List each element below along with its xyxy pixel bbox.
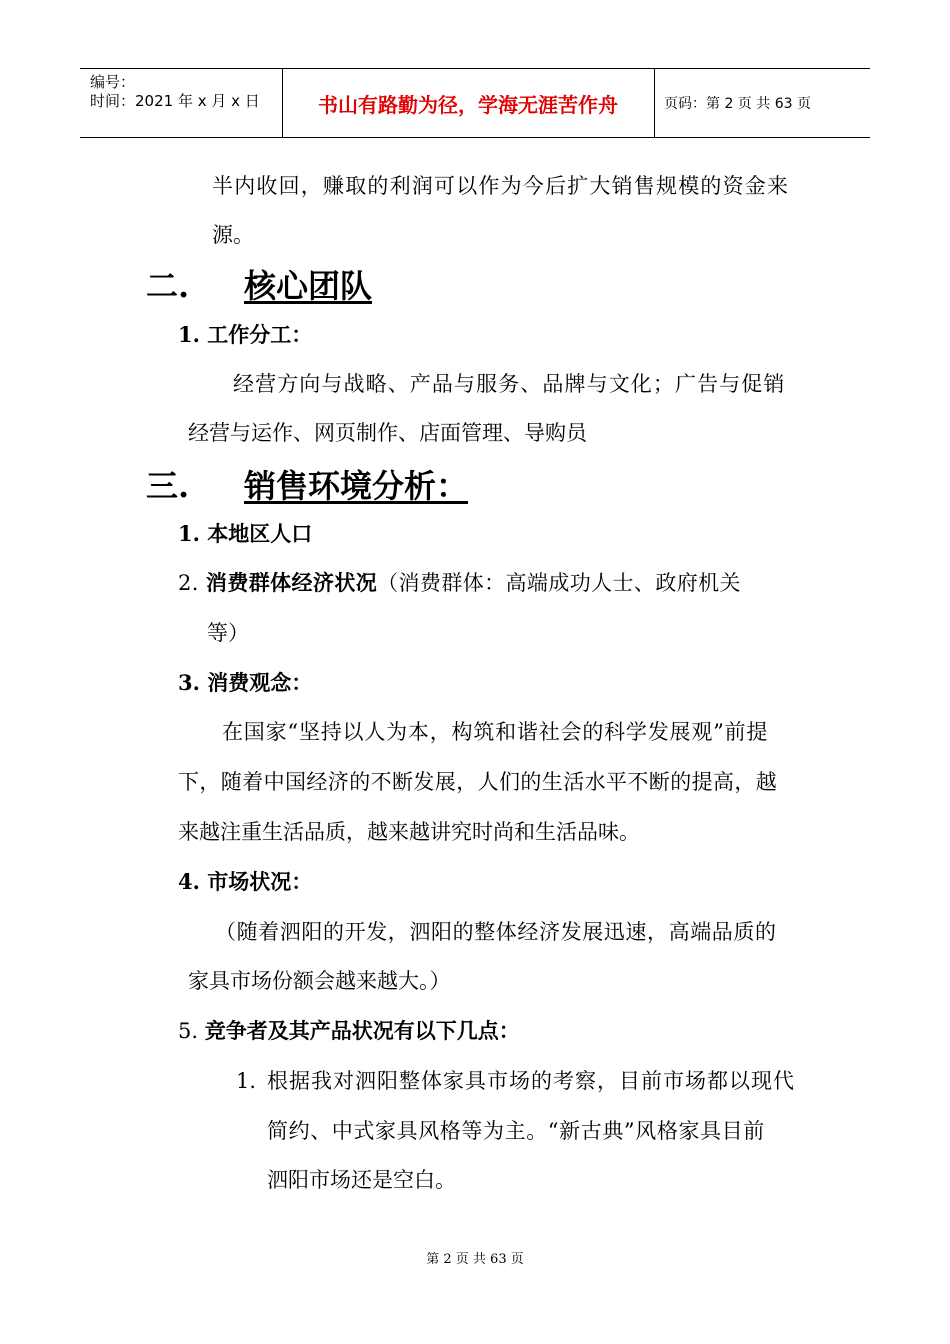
header-motto: 书山有路勤为径，学海无涯苦作舟 [318, 92, 618, 117]
sub-list-number: 1. [236, 1069, 257, 1093]
header-page-info: 页码：第 2 页 共 63 页 [664, 96, 811, 112]
list-item-text: （消费群体：高端成功人士、政府机关 [377, 571, 741, 595]
paragraph-line: 家具市场份额会越来越大。） [188, 969, 451, 993]
document-header [80, 68, 870, 138]
paragraph-line: 经营与运作、网页制作、店面管理、导购员 [188, 421, 587, 445]
paragraph-line: （随着泗阳的开发，泗阳的整体经济发展迅速，高端品质的 [215, 920, 777, 944]
list-number: 5. [178, 1019, 199, 1043]
header-divider [654, 69, 655, 137]
list-item-bold: 消费群体经济状况 [205, 570, 378, 595]
list-item [178, 569, 741, 597]
list-number: 2. [178, 571, 199, 595]
section-title-text: 核心团队 [244, 267, 373, 305]
list-item: 1. 工作分工： [178, 322, 313, 347]
page-footer: 第 2 页 共 63 页 [426, 1252, 524, 1267]
header-number-label: 编号： [90, 73, 136, 91]
paragraph-line: 泗阳市场还是空白。 [267, 1168, 456, 1192]
paragraph-line: 经营方向与战略、产品与服务、品牌与文化；广告与促销 [233, 372, 786, 396]
section-number: 二. [146, 267, 190, 305]
section-title [244, 466, 468, 506]
section-title-text: 销售环境分析： [244, 467, 469, 505]
list-item [178, 1017, 520, 1045]
section-number: 三. [146, 467, 190, 505]
list-item: 4. 市场状况： [178, 869, 313, 894]
paragraph-line: 半内收回，赚取的利润可以作为今后扩大销售规模的资金来 [212, 174, 790, 198]
list-item-bold: 竞争者及其产品状况有以下几点： [204, 1018, 520, 1043]
paragraph-line: 等） [207, 621, 249, 645]
paragraph-line: 源。 [212, 223, 254, 247]
header-date: 时间：2021 年 x 月 x 日 [90, 92, 260, 110]
paragraph-line: 来越注重生活品质，越来越讲究时尚和生活品味。 [178, 820, 640, 844]
paragraph-line: 下，随着中国经济的不断发展，人们的生活水平不断的提高，越 [178, 770, 778, 794]
paragraph-line: 根据我对泗阳整体家具市场的考察，目前市场都以现代 [267, 1069, 795, 1093]
header-meta [90, 73, 280, 111]
list-item: 3. 消费观念： [178, 670, 313, 695]
paragraph-line: 在国家“坚持以人为本，构筑和谐社会的科学发展观”前提 [222, 720, 769, 744]
section-title [244, 266, 372, 306]
paragraph-line: 简约、中式家具风格等为主。“新古典”风格家具目前 [267, 1119, 765, 1143]
list-item: 1. 本地区人口 [178, 521, 313, 546]
